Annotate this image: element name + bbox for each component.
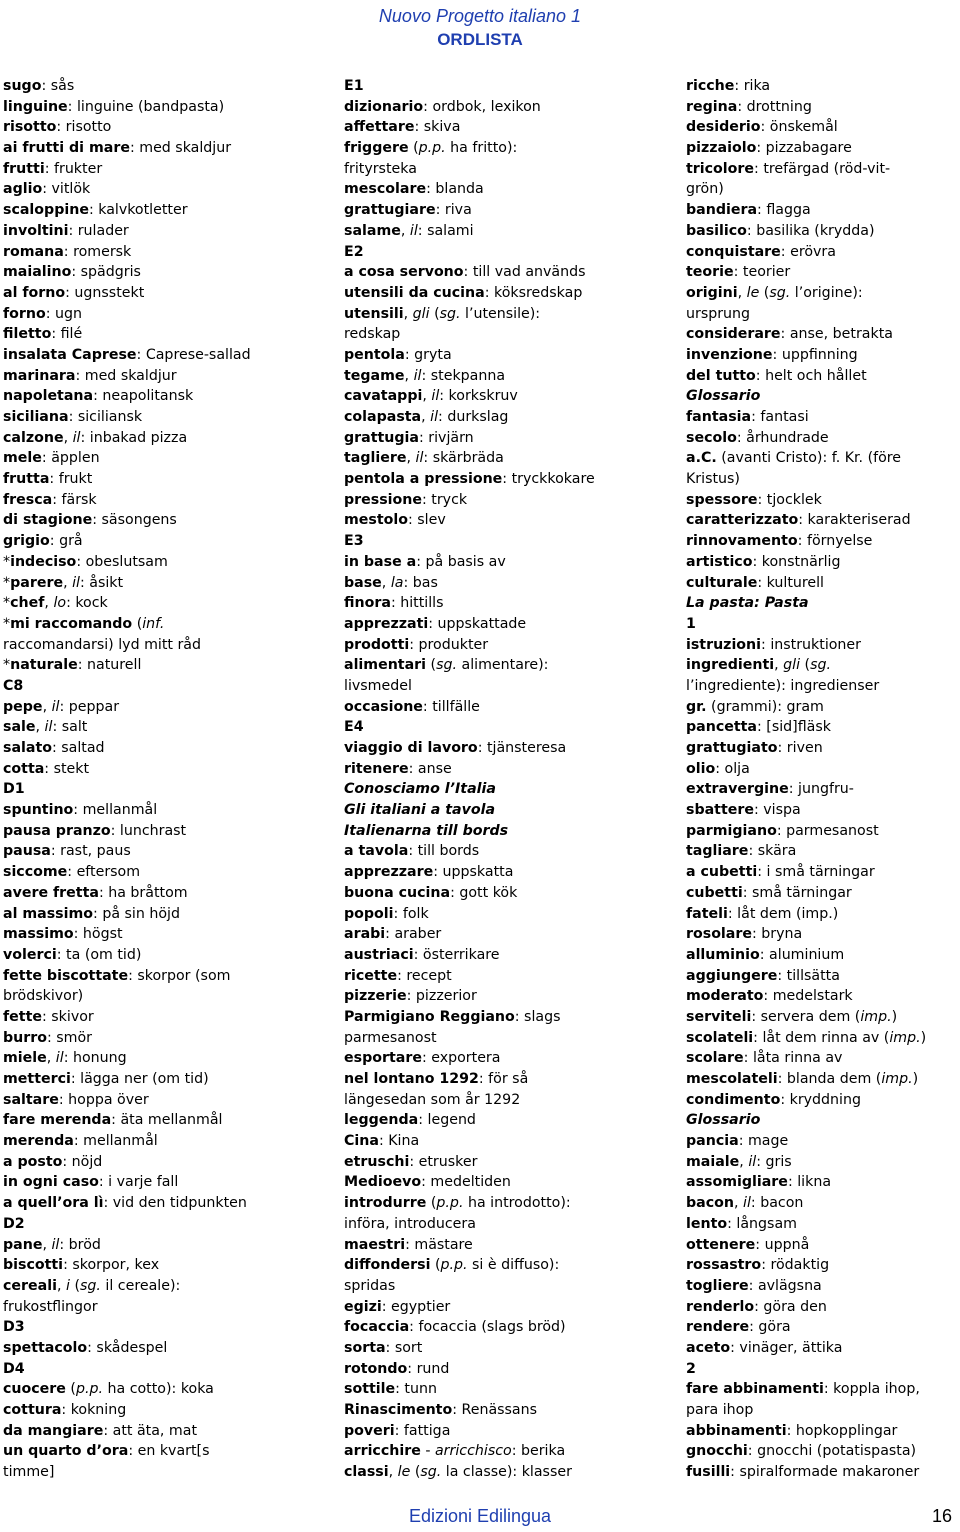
glossary-entry: rinnovamento: förnyelse: [686, 533, 873, 550]
glossary-entry: togliere: avlägsna: [686, 1277, 822, 1294]
section-heading: E4: [344, 719, 364, 736]
glossary-entry: conquistare: erövra: [686, 243, 836, 260]
glossary-entry: considerare: anse, betrakta: [686, 326, 893, 343]
glossary-entry: l’ingrediente): ingredienser: [686, 677, 880, 694]
glossary-entry: fateli: låt dem (imp.): [686, 905, 839, 922]
glossary-entry: införa, introducera: [344, 1215, 476, 1232]
glossary-entry: al massimo: på sin höjd: [3, 905, 180, 922]
glossary-entry: maestri: mästare: [344, 1236, 473, 1253]
glossary-entry: poveri: fattiga: [344, 1422, 451, 1439]
glossary-entry: sugo: sås: [3, 78, 75, 94]
glossary-entry: ritenere: anse: [344, 760, 452, 777]
glossary-entry: ai frutti di mare: med skaldjur: [3, 140, 232, 157]
glossary-entry: parmesanost: [344, 1029, 437, 1046]
section-heading: 1: [686, 615, 696, 632]
glossary-entry: marinara: med skaldjur: [3, 367, 177, 384]
glossary-entry: secolo: århundrade: [686, 429, 829, 446]
glossary-entry: aglio: vitlök: [3, 181, 91, 198]
glossary-entry: *chef, lo: kock: [3, 595, 108, 612]
glossary-entry: mescolare: blanda: [344, 181, 484, 198]
glossary-entry: timme]: [3, 1464, 55, 1481]
glossary-entry: a posto: nöjd: [3, 1153, 103, 1170]
glossary-entry: gr. (grammi): gram: [686, 698, 824, 715]
glossary-entry: tagliere, il: skärbräda: [344, 450, 504, 467]
glossary-entry: involtini: rulader: [3, 222, 129, 239]
glossary-entry: fusilli: spiralformade makaroner: [686, 1464, 920, 1481]
glossary-entry: alluminio: aluminium: [686, 946, 845, 963]
glossary-entry: assomigliare: likna: [686, 1174, 832, 1191]
glossary-entry: livsmedel: [344, 677, 412, 694]
glossary-entry: massimo: högst: [3, 926, 123, 943]
glossary-entry: grigio: grå: [3, 533, 83, 550]
page-footer: [0, 1506, 960, 1532]
glossary-entry: pausa: rast, paus: [3, 843, 131, 860]
glossary-entry: utensili, gli (sg. l’utensile):: [344, 305, 541, 322]
subsection-heading: La pasta: Pasta: [686, 595, 809, 612]
section-heading: E1: [344, 78, 364, 94]
glossary-entry: tegame, il: stekpanna: [344, 367, 506, 384]
glossary-entry: olio: olja: [686, 760, 750, 777]
glossary-entry: a cubetti: i små tärningar: [686, 864, 875, 881]
glossary-entry: pepe, il: peppar: [3, 698, 120, 715]
glossary-entry: siciliana: siciliansk: [3, 409, 143, 425]
glossary-entry: Medioevo: medeltiden: [344, 1174, 511, 1191]
glossary-entry: Parmigiano Reggiano: slags: [344, 1008, 561, 1025]
glossary-entry: risotto: risotto: [3, 119, 112, 136]
glossary-entry: basilico: basilika (krydda): [686, 222, 875, 239]
glossary-entry: scaloppine: kalvkotletter: [3, 202, 188, 219]
glossary-entry: bandiera: flagga: [686, 202, 811, 219]
section-heading: D4: [3, 1360, 25, 1377]
glossary-entry: Rinascimento: Renässans: [344, 1402, 538, 1418]
glossary-entry: sorta: sort: [344, 1339, 423, 1356]
glossary-entry: metterci: lägga ner (om tid): [3, 1071, 209, 1087]
glossary-entry: finora: hittills: [344, 595, 444, 612]
glossary-entry: in ogni caso: i varje fall: [3, 1174, 179, 1191]
glossary-entry: tricolore: trefärgad (röd-vit-: [686, 160, 891, 177]
glossary-entry: ursprung: [686, 305, 751, 322]
glossary-entry: a.C. (avanti Cristo): f. Kr. (före: [686, 450, 902, 467]
glossary-entry: pressione: tryck: [344, 491, 468, 508]
glossary-entry: rossastro: rödaktig: [686, 1257, 830, 1274]
glossary-entry: affettare: skiva: [344, 119, 461, 136]
section-heading: D1: [3, 781, 25, 798]
glossary-entry: colapasta, il: durkslag: [344, 409, 509, 425]
glossary-entry: scolare: låta rinna av: [686, 1050, 843, 1067]
glossary-entry: bacon, il: bacon: [686, 1195, 804, 1212]
glossary-entry: filetto: filé: [3, 326, 83, 343]
glossary-entry: invenzione: uppfinning: [686, 346, 858, 363]
section-heading: E2: [344, 243, 364, 260]
glossary-entry: austriaci: österrikare: [344, 946, 500, 963]
glossary-entry: cotta: stekt: [3, 760, 90, 777]
glossary-entry: rosolare: bryna: [686, 926, 803, 943]
glossary-entry: spridas: [344, 1277, 396, 1294]
glossary-entry: condimento: kryddning: [686, 1091, 861, 1108]
glossary-entry: extravergine: jungfru-: [686, 781, 854, 798]
glossary-entry: regina: drottning: [686, 98, 812, 115]
glossary-entry: pancetta: [sid]fläsk: [686, 719, 831, 736]
glossary-entry: alimentari (sg. alimentare):: [344, 657, 549, 674]
glossary-entry: moderato: medelstark: [686, 988, 853, 1005]
glossary-entry: Cina: Kina: [344, 1133, 420, 1150]
glossary-entry: cottura: kokning: [3, 1402, 127, 1418]
glossary-entry: un quarto d’ora: en kvart[s: [3, 1443, 210, 1460]
glossary-entry: teorie: teorier: [686, 264, 791, 281]
glossary-entry: diffondersi (p.p. si è diffuso):: [344, 1257, 560, 1274]
glossary-entry: *parere, il: åsikt: [3, 574, 124, 591]
glossary-entry: a quell’ora lì: vid den tidpunkten: [3, 1195, 247, 1212]
glossary-entry: salato: saltad: [3, 740, 105, 756]
glossary-entry: maiale, il: gris: [686, 1153, 792, 1170]
glossary-entry: *mi raccomando (inf.: [3, 615, 165, 632]
book-title: Nuovo Progetto italiano 1: [378, 6, 582, 26]
glossary-entry: dizionario: ordbok, lexikon: [344, 98, 541, 115]
glossary-entry: al forno: ugnsstekt: [3, 284, 145, 301]
section-heading: D2: [3, 1215, 25, 1232]
glossary-entry: spuntino: mellanmål: [3, 802, 158, 819]
glossary-entry: renderlo: göra den: [686, 1298, 827, 1315]
glossary-entry: biscotti: skorpor, kex: [3, 1257, 160, 1274]
glossary-entry: raccomandarsi) lyd mitt råd: [3, 636, 202, 653]
glossary-entry: forno: ugn: [3, 305, 83, 322]
glossary-entry: rendere: göra: [686, 1319, 791, 1336]
glossary-entry: mele: äpplen: [3, 450, 100, 467]
section-heading: 2: [686, 1360, 696, 1377]
glossary-entry: ingredienti, gli (sg.: [686, 657, 832, 674]
glossary-entry: fantasia: fantasi: [686, 409, 809, 425]
glossary-entry: salame, il: salami: [344, 222, 474, 239]
page-number: 16: [931, 1506, 952, 1526]
glossary-entry: frukostflingor: [3, 1298, 98, 1315]
glossary-entry: arabi: araber: [344, 926, 442, 943]
glossary-entry: romana: romersk: [3, 243, 132, 260]
glossary-entry: spettacolo: skådespel: [3, 1339, 168, 1356]
glossary-entry: parmigiano: parmesanost: [686, 822, 879, 839]
glossary-entry: etruschi: etrusker: [344, 1153, 478, 1170]
glossary-entry: focaccia: focaccia (slags bröd): [344, 1319, 566, 1336]
glossary-entry: occasione: tillfälle: [344, 698, 480, 715]
glossary-entry: mescolateli: blanda dem (imp.): [686, 1071, 919, 1087]
section-title: ORDLISTA: [437, 30, 523, 49]
glossary-entry: gnocchi: gnocchi (potatispasta): [686, 1443, 917, 1460]
glossary-entry: artistico: konstnärlig: [686, 553, 841, 570]
glossary-entry: viaggio di lavoro: tjänsteresa: [344, 740, 567, 756]
subsection-heading: Conosciamo l’Italia: [344, 781, 496, 798]
glossary-entry: origini, le (sg. l’origine):: [686, 284, 863, 301]
glossary-entry: in base a: på basis av: [344, 553, 506, 570]
glossary-entry: calzone, il: inbakad pizza: [3, 429, 188, 446]
glossary-entry: culturale: kulturell: [686, 574, 825, 591]
glossary-entry: grattugiato: riven: [686, 740, 823, 756]
glossary-entry: popoli: folk: [344, 905, 429, 922]
glossary-entry: maialino: spädgris: [3, 264, 141, 281]
glossary-entry: siccome: eftersom: [3, 864, 141, 881]
glossary-entry: avere fretta: ha bråttom: [3, 884, 188, 901]
glossary-entry: utensili da cucina: köksredskap: [344, 284, 583, 301]
glossary-entry: para ihop: [686, 1402, 754, 1418]
glossary-entry: desiderio: önskemål: [686, 119, 838, 136]
glossary-entry: apprezzati: uppskattade: [344, 615, 527, 632]
glossary-entry: classi, le (sg. la classe): klasser: [344, 1464, 572, 1481]
glossary-entry: fare merenda: äta mellanmål: [3, 1112, 223, 1129]
glossary-entry: ricette: recept: [344, 967, 452, 984]
page-header: [0, 4, 960, 52]
glossary-entry: sottile: tunn: [344, 1381, 437, 1398]
glossary-entry: base, la: bas: [344, 574, 438, 591]
publisher: Edizioni Edilingua: [408, 1506, 552, 1526]
glossary-entry: abbinamenti: hopkopplingar: [686, 1422, 898, 1439]
glossary-entry: spessore: tjocklek: [686, 491, 822, 508]
glossary-entry: introdurre (p.p. ha introdotto):: [344, 1195, 571, 1212]
section-heading: E3: [344, 533, 364, 550]
glossary-entry: nel lontano 1292: för så: [344, 1071, 529, 1087]
glossary-entry: arricchire - arricchisco: berika: [344, 1443, 566, 1460]
glossary-entry: mestolo: slev: [344, 512, 446, 529]
glossary-entry: volerci: ta (om tid): [3, 946, 142, 963]
glossary-entry: pancia: mage: [686, 1133, 789, 1150]
glossary-entry: aggiungere: tillsätta: [686, 967, 840, 984]
glossary-entry: scolateli: låt dem rinna av (imp.): [686, 1029, 927, 1046]
glossary-entry: pizzaiolo: pizzabagare: [686, 140, 852, 157]
section-heading: D3: [3, 1319, 25, 1336]
glossary-entry: fette biscottate: skorpor (som: [3, 967, 231, 984]
glossary-entry: frutta: frukt: [3, 471, 93, 488]
glossary-entry: Kristus): [686, 471, 740, 488]
glossary-entry: pentola a pressione: tryckkokare: [344, 471, 595, 488]
glossary-entry: miele, il: honung: [3, 1050, 127, 1067]
glossary-entry: burro: smör: [3, 1029, 93, 1046]
glossary-entry: tagliare: skära: [686, 843, 797, 860]
glossary-entry: pausa pranzo: lunchrast: [3, 822, 187, 839]
glossary-entry: aceto: vinäger, ättika: [686, 1339, 843, 1356]
glossary-entry: fresca: färsk: [3, 491, 97, 508]
glossary-entry: frityrsteka: [344, 160, 417, 177]
glossary-entry: da mangiare: att äta, mat: [3, 1422, 198, 1439]
glossary-column-2: [344, 76, 674, 1483]
glossary-entry: grattugiare: riva: [344, 202, 472, 219]
glossary-entry: napoletana: neapolitansk: [3, 388, 194, 405]
glossary-entry: caratterizzato: karakteriserad: [686, 512, 911, 529]
glossary-entry: merenda: mellanmål: [3, 1133, 158, 1150]
glossary-entry: insalata Caprese: Caprese-sallad: [3, 346, 251, 363]
glossary-entry: a cosa servono: till vad används: [344, 264, 586, 281]
glossary-entry: apprezzare: uppskatta: [344, 864, 514, 881]
subsection-heading: Glossario: [686, 1112, 761, 1129]
glossary-entry: cereali, i (sg. il cereale):: [3, 1277, 181, 1294]
subsection-heading: Gli italiani a tavola: [344, 802, 496, 819]
glossary-entry: di stagione: säsongens: [3, 512, 177, 529]
glossary-entry: buona cucina: gott kök: [344, 884, 518, 901]
glossary-entry: leggenda: legend: [344, 1112, 476, 1129]
glossary-entry: ricche: rika: [686, 78, 771, 94]
glossary-entry: brödskivor): [3, 988, 84, 1005]
glossary-entry: lento: långsam: [686, 1215, 797, 1232]
glossary-entry: esportare: exportera: [344, 1050, 501, 1067]
glossary-entry: rotondo: rund: [344, 1360, 450, 1377]
glossary-entry: *indeciso: obeslutsam: [3, 553, 168, 570]
glossary-entry: längesedan som år 1292: [344, 1091, 521, 1108]
glossary-entry: grön): [686, 181, 724, 198]
glossary-entry: ottenere: uppnå: [686, 1236, 810, 1253]
glossary-entry: del tutto: helt och hållet: [686, 367, 867, 384]
glossary-entry: fare abbinamenti: koppla ihop,: [686, 1381, 920, 1398]
glossary-entry: pizzerie: pizzerior: [344, 988, 477, 1005]
glossary-entry: a tavola: till bords: [344, 843, 480, 860]
glossary-entry: sbattere: vispa: [686, 802, 801, 819]
section-heading: C8: [3, 677, 24, 694]
glossary-entry: fette: skivor: [3, 1008, 94, 1025]
glossary-entry: pane, il: bröd: [3, 1236, 101, 1253]
glossary-entry: egizi: egyptier: [344, 1298, 451, 1315]
glossary-column-3: [686, 76, 958, 1483]
glossary-entry: prodotti: produkter: [344, 636, 489, 653]
glossary-entry: saltare: hoppa över: [3, 1091, 149, 1108]
subsection-heading: Glossario: [686, 388, 761, 405]
glossary-entry: sale, il: salt: [3, 719, 88, 736]
glossary-entry: cuocere (p.p. ha cotto): koka: [3, 1381, 214, 1398]
glossary-entry: *naturale: naturell: [3, 657, 142, 674]
glossary-entry: istruzioni: instruktioner: [686, 636, 861, 653]
glossary-entry: cubetti: små tärningar: [686, 884, 852, 901]
glossary-entry: serviteli: servera dem (imp.): [686, 1008, 898, 1025]
glossary-entry: linguine: linguine (bandpasta): [3, 98, 225, 115]
glossary-entry: frutti: frukter: [3, 160, 103, 177]
subsection-heading: Italienarna till bords: [344, 822, 509, 839]
glossary-entry: cavatappi, il: korkskruv: [344, 388, 518, 405]
glossary-column-1: [3, 76, 333, 1483]
glossary-entry: redskap: [344, 326, 401, 343]
glossary-entry: pentola: gryta: [344, 346, 452, 363]
glossary-entry: friggere (p.p. ha fritto):: [344, 140, 518, 157]
glossary-entry: grattugia: rivjärn: [344, 429, 474, 446]
